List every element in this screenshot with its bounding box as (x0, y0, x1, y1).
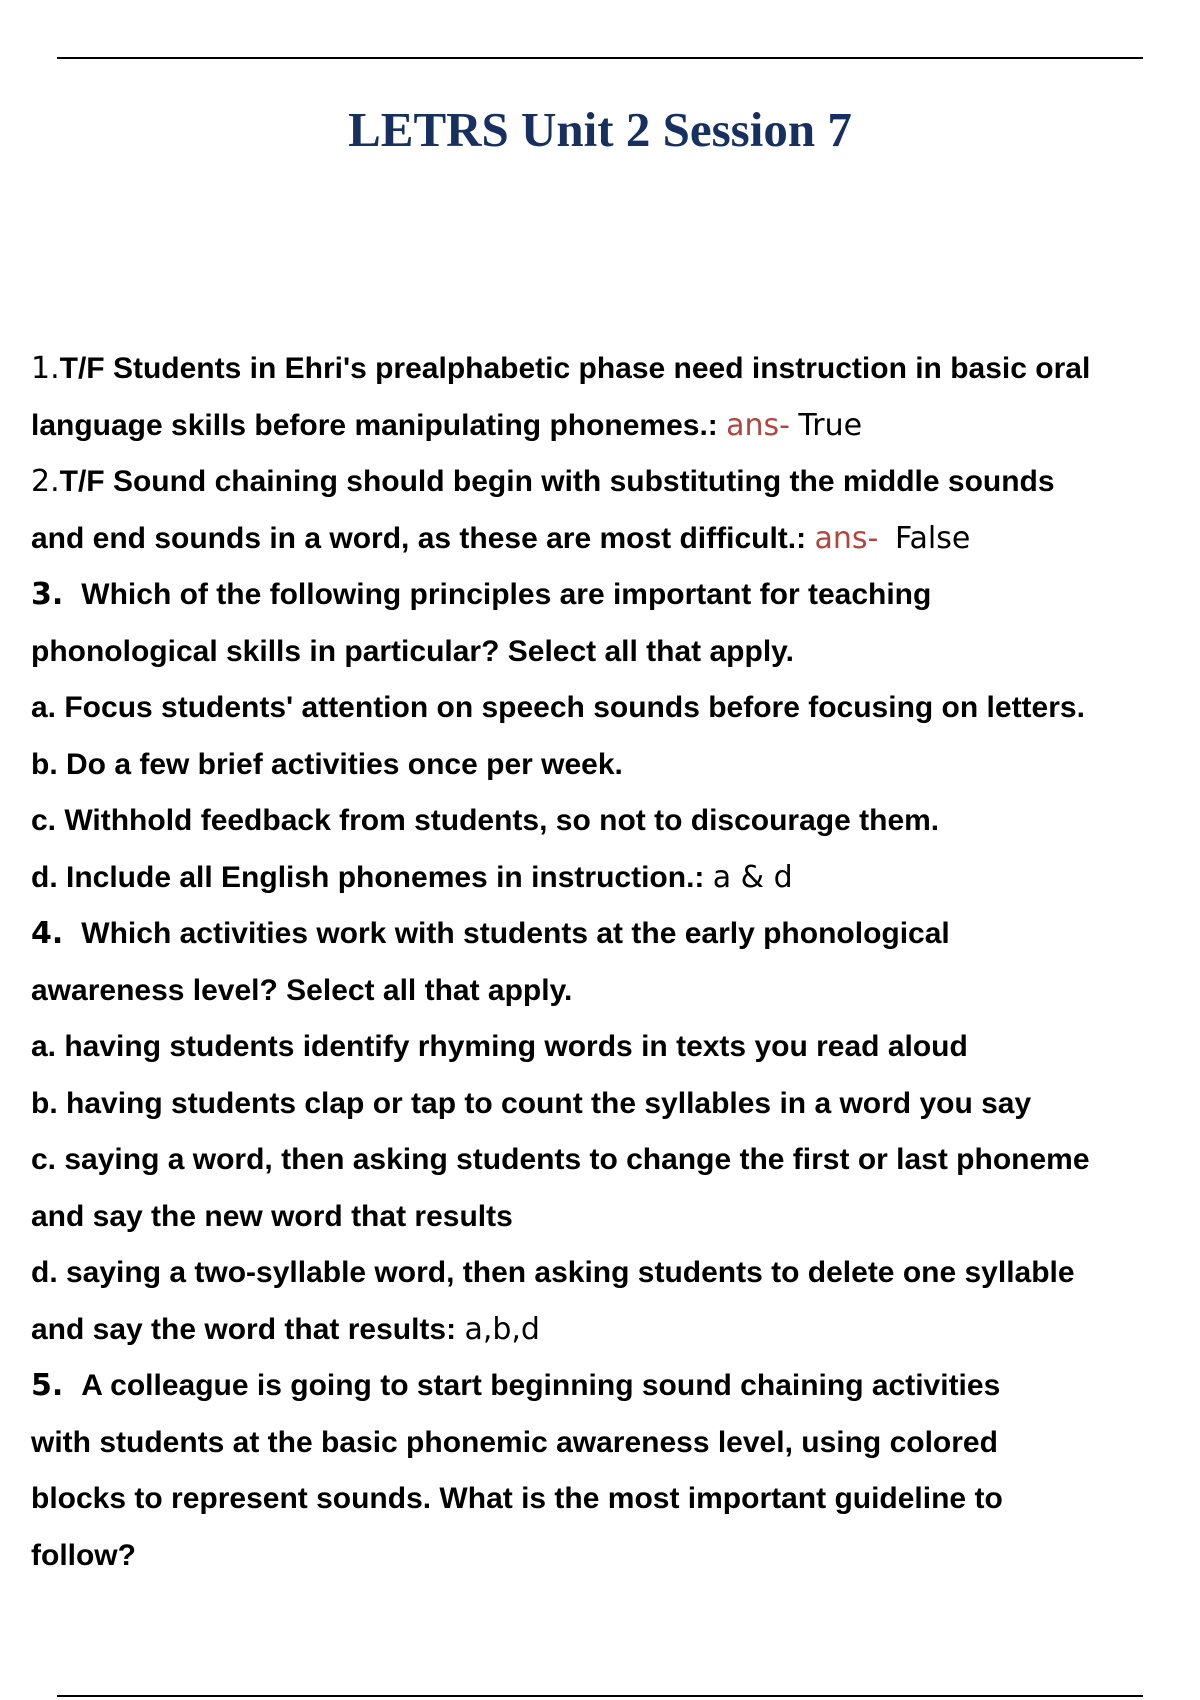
q4-line-1 (31, 906, 1181, 963)
q3-text-1: Which of the following principles are important for teaching (81, 578, 932, 611)
q4-option-c: c. saying a word, then asking students to change the first or last phoneme (31, 1143, 1090, 1176)
q3-number: 3. (31, 577, 64, 612)
q4-option-d-cont: and say the word that results: (31, 1312, 457, 1346)
q2-line-2 (31, 511, 1181, 568)
q1-line-1 (31, 341, 1181, 398)
q2-line-1 (31, 454, 1181, 511)
q4-text-1: Which activities work with students at the early phonological (81, 917, 950, 950)
q5-line-3: blocks to represent sounds. What is the most important guideline to (31, 1482, 1003, 1515)
q4-option-b: b. having students clap or tap to count the syllables in a word you say (31, 1086, 1032, 1120)
q5-line-1 (31, 1358, 1181, 1415)
q1-text-2: language skills before manipulating phonemes.: (31, 408, 718, 442)
document-title: LETRS Unit 2 Session 7 (348, 102, 852, 157)
q4-answer: a,b,d (464, 1311, 540, 1347)
q4-number: 4. (31, 916, 64, 951)
q4-option-c-cont: and say the new word that results (31, 1199, 513, 1233)
q1-line-2 (31, 398, 1181, 455)
q3-text-2: phonological skills in particular? Select all that apply. (31, 634, 794, 668)
q1-ans-tag: ans- (726, 407, 790, 443)
q2-answer: False (895, 520, 971, 556)
q5-number: 5. (31, 1368, 64, 1403)
q2-text-2: and end sounds in a word, as these are most difficult.: (31, 521, 807, 555)
q3-option-b: b. Do a few brief activities once per week. (31, 747, 623, 781)
q5-line-2: with students at the basic phonemic awareness level, using colored (31, 1425, 998, 1459)
q2-text-1: T/F Sound chaining should begin with substituting the middle sounds (59, 465, 1055, 498)
q4-text-2: awareness level? Select all that apply. (31, 973, 573, 1007)
q4-option-d: d. saying a two-syllable word, then asking students to delete one syllable (31, 1256, 1075, 1289)
q1-text-1: T/F Students in Ehri's prealphabetic phase need instruction in basic oral (59, 352, 1091, 385)
q2-number: 2. (31, 464, 60, 499)
q4-option-d-cont-line (31, 1302, 1181, 1359)
q1-number: 1. (31, 351, 60, 386)
q3-option-c: c. Withhold feedback from students, so not to discourage them. (31, 804, 940, 837)
q3-option-d-line (31, 850, 1181, 907)
top-rule (57, 57, 1143, 59)
q4-option-a: a. having students identify rhyming words in texts you read aloud (31, 1030, 968, 1063)
bottom-rule (57, 1695, 1143, 1697)
q2-ans-tag: ans- (814, 520, 879, 556)
q3-option-a: a. Focus students' attention on speech sounds before focusing on letters. (31, 691, 1085, 724)
q5-line-4: follow? (31, 1538, 136, 1572)
q5-text-1: A colleague is going to start beginning sound chaining activities (81, 1369, 1001, 1402)
q3-option-d: d. Include all English phonemes in instruction.: (31, 860, 705, 894)
q3-line-2 (31, 624, 1181, 681)
document-body (31, 341, 1181, 1584)
q3-answer: a & d (712, 859, 793, 895)
q4-line-2 (31, 963, 1181, 1020)
q1-answer: True (798, 407, 863, 443)
q3-line-1 (31, 567, 1181, 624)
